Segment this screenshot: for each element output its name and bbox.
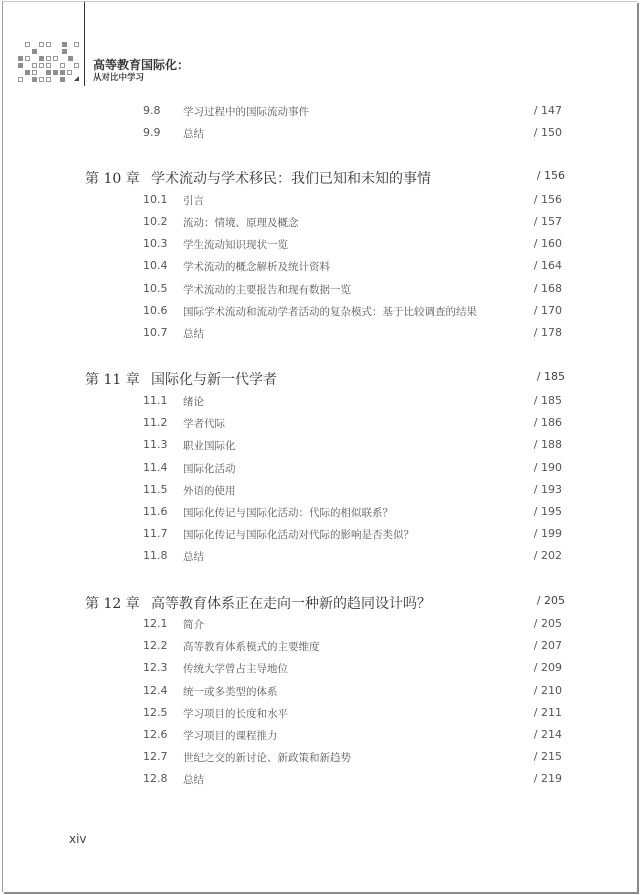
section-title: 绪论: [183, 396, 204, 408]
section-number: 11.7: [143, 527, 168, 540]
toc-section[interactable]: [143, 684, 562, 700]
section-title: 学术流动的主要报告和现有数据一览: [183, 284, 351, 296]
toc-section[interactable]: [143, 394, 562, 410]
toc-section[interactable]: [143, 282, 562, 298]
toc-section[interactable]: [143, 416, 562, 432]
book-title: 高等教育国际化：: [93, 58, 190, 72]
toc-section[interactable]: [143, 215, 562, 231]
section-title: 简介: [183, 619, 204, 631]
section-number: 11.4: [143, 461, 168, 474]
section-number: 11.3: [143, 438, 168, 451]
section-page: / 185: [533, 394, 562, 407]
section-title: 国际化传记与国际化活动：代际的相似联系？: [183, 507, 393, 519]
section-title: 世纪之交的新讨论、新政策和新趋势: [183, 752, 351, 764]
section-number: 10.6: [143, 304, 168, 317]
chapter-number: 第 10 章: [85, 171, 140, 187]
chapter-page: / 185: [536, 370, 565, 383]
section-number: 11.8: [143, 549, 168, 562]
section-number: 12.4: [143, 684, 168, 697]
section-page: / 160: [533, 237, 562, 250]
section-page: / 211: [533, 706, 562, 719]
section-number: 12.8: [143, 772, 168, 785]
section-title: 学习项目的课程推力: [183, 730, 278, 742]
chapter-page: / 156: [536, 169, 565, 182]
section-number: 12.5: [143, 706, 168, 719]
section-title: 国际学术流动和流动学者活动的复杂模式：基于比较调查的结果: [183, 306, 477, 318]
section-page: / 205: [533, 617, 562, 630]
toc-section[interactable]: [143, 549, 562, 565]
chapter-title: 学术流动与学术移民：我们已知和未知的事情: [151, 171, 431, 187]
section-title: 国际化传记与国际化活动对代际的影响是否类似？: [183, 529, 414, 541]
header-divider: [84, 2, 85, 86]
section-number: 9.8: [143, 104, 161, 117]
section-number: 12.1: [143, 617, 168, 630]
toc-section[interactable]: [143, 728, 562, 744]
section-number: 11.2: [143, 416, 168, 429]
toc-section[interactable]: [143, 461, 562, 477]
section-page: / 199: [533, 527, 562, 540]
section-title: 职业国际化: [183, 440, 236, 452]
section-page: / 219: [533, 772, 562, 785]
section-number: 12.7: [143, 750, 168, 763]
corner-triangle-icon: [74, 76, 79, 81]
toc-section[interactable]: [143, 617, 562, 633]
section-title: 流动：情境、原理及概念: [183, 217, 299, 229]
toc-section[interactable]: [143, 772, 562, 788]
section-title: 总结: [183, 551, 204, 563]
toc-section[interactable]: [143, 326, 562, 342]
section-title: 学者代际: [183, 418, 225, 430]
toc-section[interactable]: [143, 304, 562, 320]
toc-chapter[interactable]: [85, 369, 565, 389]
section-page: / 168: [533, 282, 562, 295]
section-number: 11.1: [143, 394, 168, 407]
section-title: 引言: [183, 195, 204, 207]
toc-section[interactable]: [143, 639, 562, 655]
section-number: 10.1: [143, 193, 168, 206]
section-page: / 188: [533, 438, 562, 451]
toc-section[interactable]: [143, 259, 562, 275]
decorative-square-pattern-icon: [18, 42, 80, 82]
section-page: / 164: [533, 259, 562, 272]
section-page: / 156: [533, 193, 562, 206]
section-number: 10.4: [143, 259, 168, 272]
section-page: / 178: [533, 326, 562, 339]
book-subtitle: 从对比中学习: [93, 73, 145, 83]
toc-chapter[interactable]: [85, 593, 565, 613]
section-title: 传统大学曾占主导地位: [183, 663, 288, 675]
chapter-title: 高等教育体系正在走向一种新的趋同设计吗？: [151, 596, 431, 612]
document-page: [2, 1, 637, 892]
section-title: 学习项目的长度和水平: [183, 708, 288, 720]
section-number: 11.6: [143, 505, 168, 518]
toc-section[interactable]: [143, 706, 562, 722]
section-page: / 209: [533, 661, 562, 674]
section-page: / 207: [533, 639, 562, 652]
toc-section[interactable]: [143, 104, 562, 120]
toc-section[interactable]: [143, 661, 562, 677]
section-page: / 170: [533, 304, 562, 317]
section-title: 总结: [183, 328, 204, 340]
page-number: xiv: [69, 832, 87, 846]
section-page: / 193: [533, 483, 562, 496]
toc-section[interactable]: [143, 193, 562, 209]
toc-section[interactable]: [143, 438, 562, 454]
section-page: / 147: [533, 104, 562, 117]
section-page: / 214: [533, 728, 562, 741]
section-number: 10.2: [143, 215, 168, 228]
toc-section[interactable]: [143, 505, 562, 521]
toc-section[interactable]: [143, 237, 562, 253]
section-title: 学生流动知识现状一览: [183, 239, 288, 251]
section-number: 12.6: [143, 728, 168, 741]
section-number: 12.3: [143, 661, 168, 674]
chapter-number: 第 11 章: [85, 372, 140, 388]
chapter-number: 第 12 章: [85, 596, 140, 612]
section-number: 11.5: [143, 483, 168, 496]
section-number: 10.3: [143, 237, 168, 250]
toc-section[interactable]: [143, 750, 562, 766]
section-number: 10.7: [143, 326, 168, 339]
section-title: 外语的使用: [183, 485, 236, 497]
section-number: 12.2: [143, 639, 168, 652]
section-page: / 186: [533, 416, 562, 429]
section-page: / 215: [533, 750, 562, 763]
section-title: 学术流动的概念解析及统计资料: [183, 261, 330, 273]
toc-chapter[interactable]: [85, 168, 565, 188]
toc-section[interactable]: [143, 483, 562, 499]
section-page: / 202: [533, 549, 562, 562]
toc-section[interactable]: [143, 527, 562, 543]
section-title: 总结: [183, 774, 204, 786]
toc-section[interactable]: [143, 126, 562, 142]
section-page: / 150: [533, 126, 562, 139]
section-title: 国际化活动: [183, 463, 236, 475]
section-page: / 195: [533, 505, 562, 518]
section-page: / 210: [533, 684, 562, 697]
chapter-page: / 205: [536, 594, 565, 607]
chapter-title: 国际化与新一代学者: [151, 372, 277, 388]
section-number: 10.5: [143, 282, 168, 295]
section-title: 统一或多类型的体系: [183, 686, 278, 698]
section-page: / 190: [533, 461, 562, 474]
section-page: / 157: [533, 215, 562, 228]
section-title: 学习过程中的国际流动事件: [183, 106, 309, 118]
section-number: 9.9: [143, 126, 161, 139]
section-title: 高等教育体系模式的主要维度: [183, 641, 320, 653]
section-title: 总结: [183, 128, 204, 140]
